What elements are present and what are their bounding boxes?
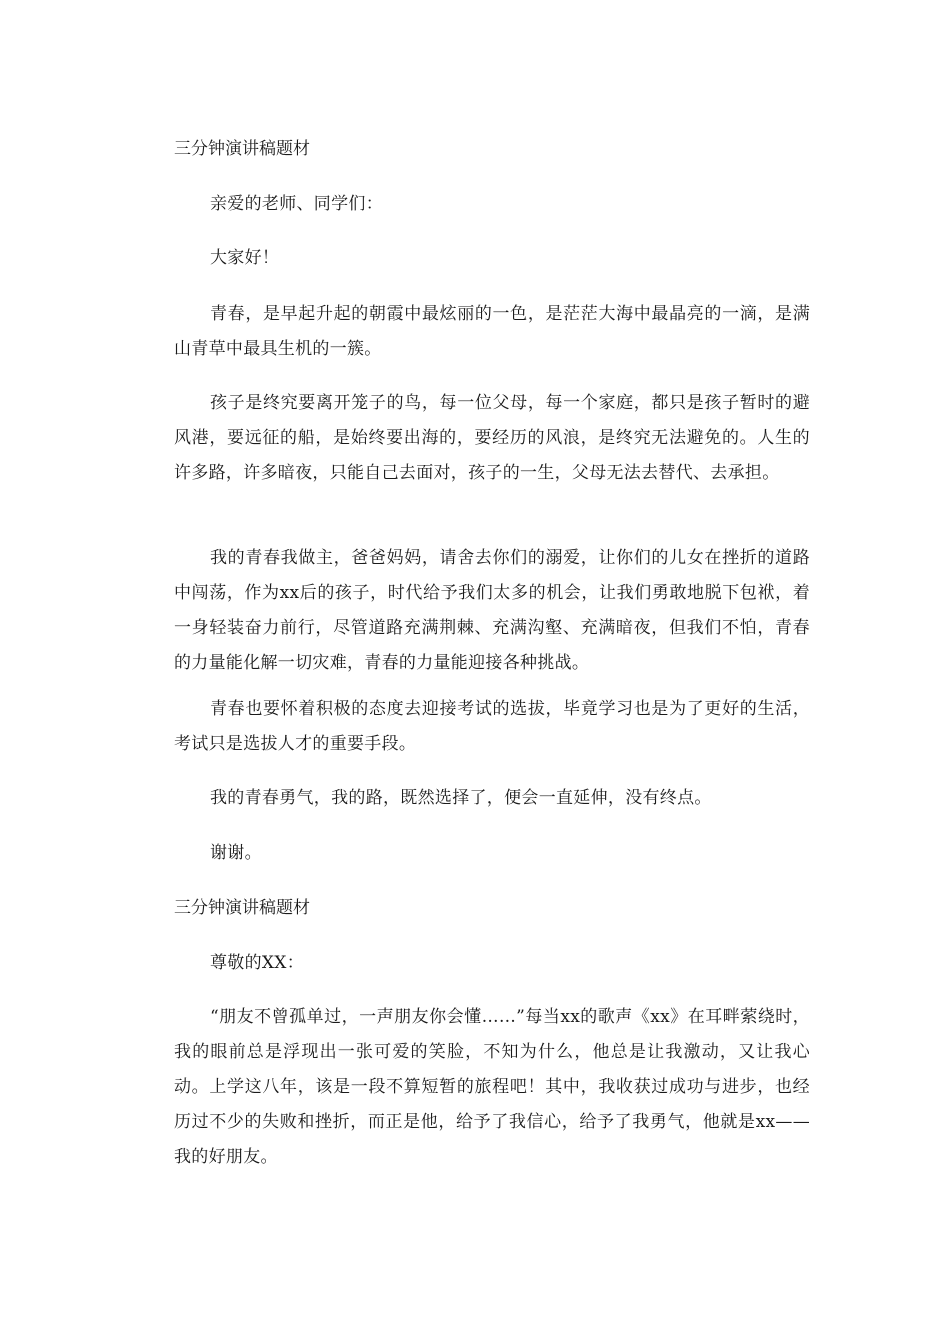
paragraph-my-youth: 我的青春我做主，爸爸妈妈，请舍去你们的溺爱，让你们的儿女在挫折的道路中闯荡，作为xx后的孩子，时代给予我们太多的机会，让我们勇敢地脱下包袱，着一身轻装奋力前行，尽管道路充满荆棘、充满沟壑、充满暗夜，但我们不怕，青春的力量能化解一切灾难，青春的力量能迎接各种挑战。 (174, 548, 810, 673)
paragraph-courage: 我的青春勇气，我的路，既然选择了，便会一直延伸，没有终点。 (210, 788, 712, 808)
speech-heading-2: 三分钟演讲稿题材 (174, 898, 310, 918)
salutation: 亲爱的老师、同学们： (210, 194, 383, 214)
paragraph-youth: 青春，是早起升起的朝霞中最炫丽的一色，是茫茫大海中最晶亮的一滴，是满山青草中最具生机的一簇。 (174, 304, 810, 359)
paragraph-exams: 青春也要怀着积极的态度去迎接考试的选拔，毕竟学习也是为了更好的生活，考试只是选拔人才的重要手段。 (174, 699, 810, 754)
speech-heading: 三分钟演讲稿题材 (174, 139, 310, 159)
salutation-2: 尊敬的XX： (210, 953, 305, 973)
greeting: 大家好！ (210, 248, 280, 268)
paragraph-children: 孩子是终究要离开笼子的鸟，每一位父母，每一个家庭，都只是孩子暂时的避风港，要远征的船，是始终要出海的，要经历的风浪，是终究无法避免的。人生的许多路，许多暗夜，只能自己去面对，孩子的一生，父母无法去替代、去承担。 (174, 393, 810, 483)
paragraph-friend: “朋友不曾孤单过，一声朋友你会懂……”每当xx的歌声《xx》在耳畔萦绕时，我的眼前总是浮现出一张可爱的笑脸，不知为什么，他总是让我激动，又让我心动。上学这八年，该是一段不算短暂的旅程吧！其中，我收获过成功与进步，也经历过不少的失败和挫折，而正是他，给予了我信心，给予了我勇气，他就是xx——我的好朋友。 (174, 1007, 810, 1167)
closing-thanks: 谢谢。 (210, 843, 262, 863)
